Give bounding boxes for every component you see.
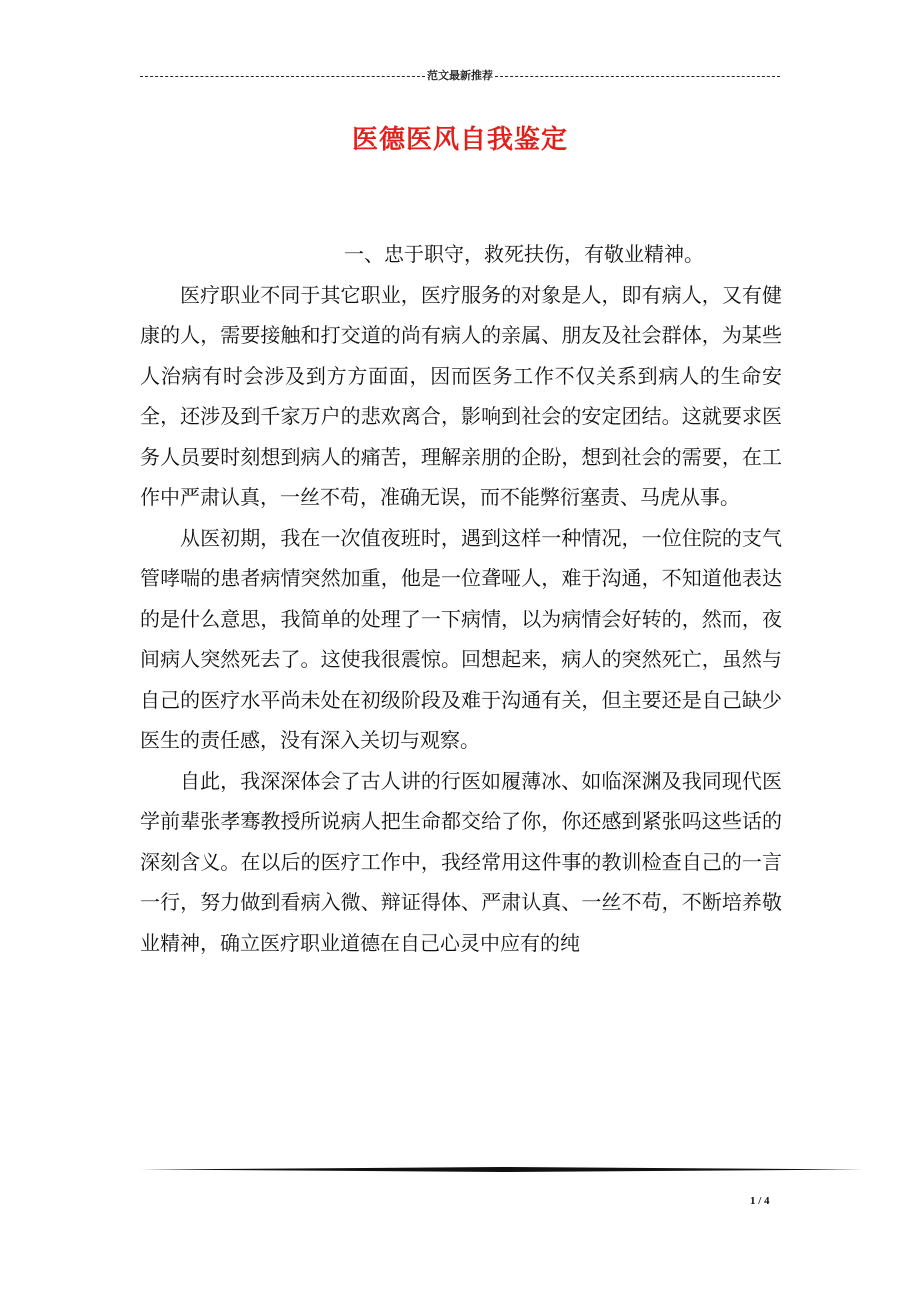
footer-divider — [140, 1167, 863, 1172]
header-label: 范文最新推荐 — [427, 69, 493, 82]
document-body — [140, 234, 782, 963]
body-paragraph: 医疗职业不同于其它职业，医疗服务的对象是人，即有病人，又有健康的人，需要接触和打交道的尚有病人的亲属、朋友及社会群体，为某些人治病有时会涉及到方方面面，因而医务工作不仅关系到病人的生命安全，还涉及到千家万户的悲欢离合，影响到社会的安定团结。这就要求医务人员要时刻想到病人的痛苦，理解亲朋的企盼，想到社会的需要，在工作中严肃认真，一丝不苟，准确无误，而不能弊衍塞责、马虎从事。 — [140, 282, 782, 509]
page-header — [140, 68, 780, 84]
section-heading: 一、忠于职守，救死扶伤，有敬业精神。 — [344, 242, 704, 266]
header-dash-left — [140, 76, 425, 77]
page-number: 1 / 4 — [750, 1195, 770, 1207]
body-paragraph: 自此，我深深体会了古人讲的行医如履薄冰、如临深渊及我同现代医学前辈张孝骞教授所说病人把生命都交给了你，你还感到紧张吗这些话的深刻含义。在以后的医疗工作中，我经常用这件事的教训检查自己的一言一行，努力做到看病入微、辩证得体、严肃认真、一丝不苟，不断培养敬业精神，确立医疗职业道德在自己心灵中应有的纯 — [140, 768, 782, 955]
header-dash-right — [495, 76, 780, 77]
body-paragraph: 从医初期，我在一次值夜班时，遇到这样一种情况，一位住院的支气管哮喘的患者病情突然加重，他是一位聋哑人，难于沟通，不知道他表达的是什么意思，我简单的处理了一下病情，以为病情会好转的，然而，夜间病人突然死去了。这使我很震惊。回想起来，病人的突然死亡，虽然与自己的医疗水平尚未处在初级阶段及难于沟通有关，但主要还是自己缺少医生的责任感，没有深入关切与观察。 — [140, 525, 782, 752]
document-title: 医德医风自我鉴定 — [351, 125, 568, 155]
